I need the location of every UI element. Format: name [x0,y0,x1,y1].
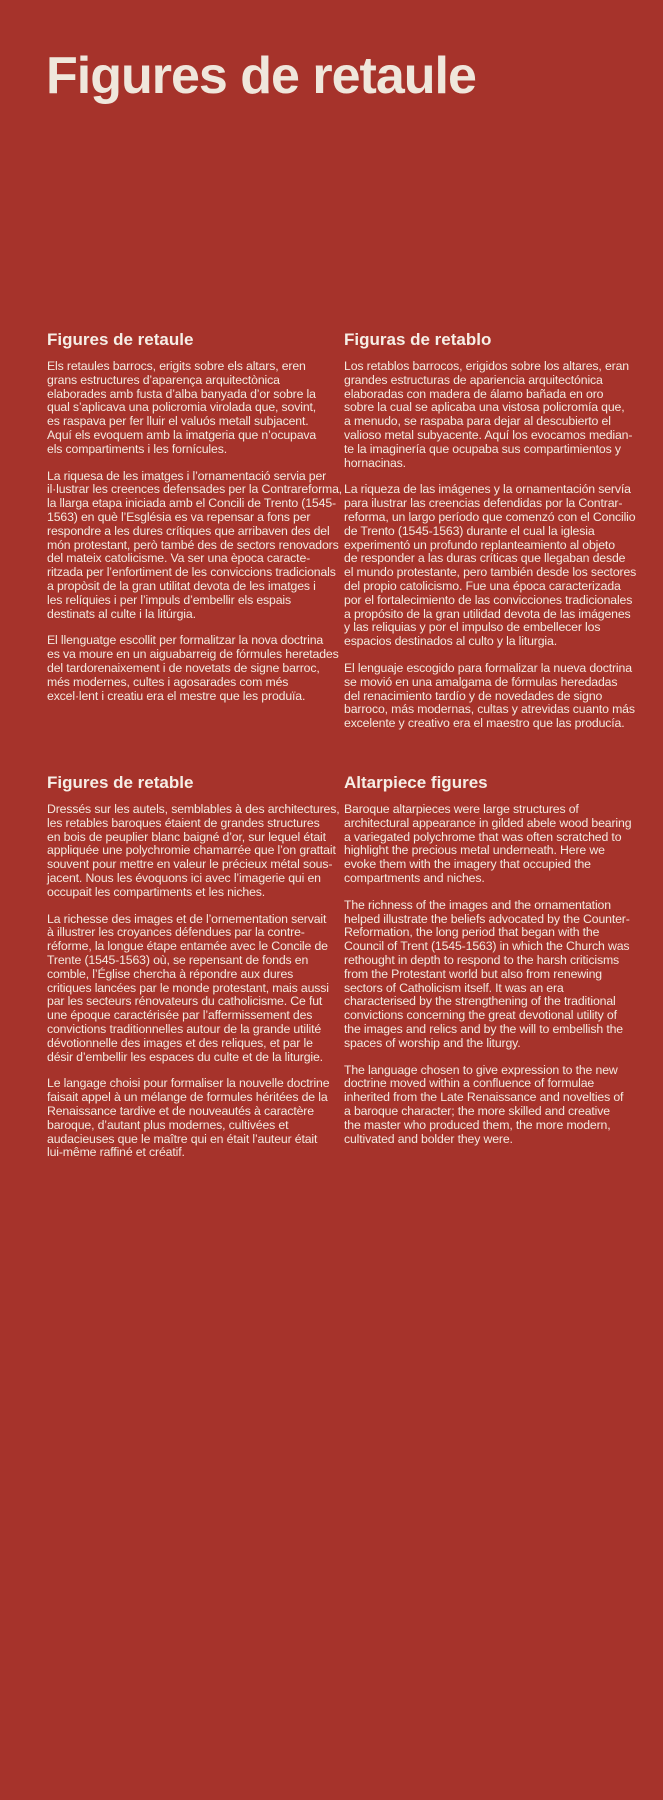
text-line: Aquí els evoquem amb la imatgeria que n’ocupava [47,427,317,442]
text-line: ritzada per l’enfortiment de les conviccions tradicionals [47,565,336,580]
text-line: souvent pour mettre en valeur le précieux métal sous- [47,857,333,872]
text-line: grandes estructuras de apariencia arquitectónica [344,372,603,387]
text-line: Dressés sur les autels, semblables à des architectures, [47,802,340,816]
text-line: les relíquies i per l’impuls d’embellir els espais [47,592,292,607]
text-line: Baroque altarpieces were large structures of [344,802,579,816]
text-line: The richness of the images and the ornamentation [344,897,611,912]
text-line: para ilustrar las creencias defendidas por la Contrar- [344,496,623,511]
text-line: es raspava per fer lluir el valuós metall subjacent. [47,414,309,429]
text-line: convictions traditionnelles autour de la grande utilité [47,1021,322,1036]
text-line: qual s’aplicava una policromia virolada que, sovint, [47,400,317,415]
text-line: El llenguatge escollit per formalitzar la nova doctrina [47,633,324,648]
text-line: a variegated polychrome that was often scratched to [344,829,622,844]
text-line: barroco, más modernas, cultas y atrevidas cuanto más [344,702,635,717]
text-line: a baroque character; the more skilled and creative [344,1103,610,1118]
paragraph [344,662,644,731]
paragraph [344,899,644,1051]
text-line: faisait appel à un mélange de formules héritées de la [47,1090,328,1105]
text-line: Reformation, the long period that began with the [344,925,600,940]
section-spanish [344,330,644,744]
text-line: une époque caractérisée par l’affermissement des [47,1008,313,1023]
text-line: evoke them with the imagery that occupied the [344,857,591,872]
text-line: lui-même raffiné et créatif. [47,1145,185,1160]
text-line: compartments and niches. [344,870,485,885]
text-line: excelente y creativo era el maestro que las producía. [344,716,625,731]
text-line: jacent. Nous les évoquons ici avec l’imagerie qui en [47,870,321,885]
text-line: Els retaules barrocs, erigits sobre els altars, eren [47,359,306,373]
text-line: from the Protestant world but also from renewing [344,966,602,981]
paragraph [47,470,347,622]
text-line: critiques lancées par le monde protestant, mais aussi [47,980,329,995]
text-line: del mateix catolicisme. Va ser una època caracte- [47,551,311,566]
text-line: se movió en una amalgama de fórmulas heredadas [344,674,618,689]
paragraph [47,803,347,900]
text-line: en bois de peuplier blanc baigné d’or, sur lequel était [47,829,326,844]
paragraph [47,634,347,703]
text-line: spaces of worship and the liturgy. [344,1035,521,1050]
text-line: convictions concerning the great devotional utility of [344,1008,617,1023]
text-line: El lenguaje escogido para formalizar la nueva doctrina [344,660,632,675]
text-line: es va moure en un aiguabarreig de fórmules heretades [47,647,339,662]
text-line: del propio catolicismo. Fue una época caracterizada [344,578,621,593]
text-line: the master who produced them, the more modern, [344,1117,611,1132]
text-line: Los retablos barrocos, erigidos sobre los altares, eran [344,359,629,373]
text-line: elaboradas con madera de álamo bañada en oro [344,386,604,401]
text-line: excel·lent i creatiu era el mestre que les produïa. [47,688,306,703]
text-line: baroque, d’autant plus modernes, cultivées et [47,1117,289,1132]
text-line: a propósito de la gran utilidad devota de las imágenes [344,606,631,621]
text-line: il·lustrar les creences defensades per la Contrareforma, [47,482,343,497]
text-line: valioso metal subyacente. Aquí los evocamos median- [344,427,633,442]
text-line: món protestant, però també des de sectors renovadors [47,537,339,552]
section-english [344,773,644,1159]
text-line: el mundo protestante, pero también desde los sectores [344,565,637,580]
text-line: La riquesa de les imatges i l’ornamentació servia per [47,468,327,483]
text-line: de Trento (1545-1563) durante el cual la iglesia [344,523,595,538]
text-line: experimentó un profundo replanteamiento al objeto [344,537,615,552]
text-line: dévotionnelle des images et des reliques, et par le [47,1035,313,1050]
text-line: occupait les compartiments et les niches. [47,884,266,899]
section-french [47,773,347,1173]
text-line: espacios destinados al culto y la liturgia. [344,634,557,649]
text-line: highlight the precious metal underneath. Here we [344,843,605,858]
text-line: te la imaginería que ocupaba sus compartimientos y [344,441,621,456]
text-line: The language chosen to give expression to the new [344,1062,618,1077]
text-line: y las reliquias y por el impulso de embellecer los [344,620,601,635]
text-line: respondre a les dures crítiques que arribaven des del [47,523,330,538]
text-line: els compartiments i les fornícules. [47,441,227,456]
text-line: La richesse des images et de l’ornementation servait [47,911,327,926]
text-line: Trente (1545-1563) où, se repensant de fonds en [47,952,309,967]
paragraph [344,803,644,886]
section-heading: Figures de retaule [47,330,194,349]
text-line: inherited from the Late Renaissance and novelties of [344,1090,624,1105]
paragraph [47,360,347,457]
paragraph [344,360,644,470]
page-title: Figures de retaule [46,47,476,105]
text-line: del renacimiento tardío y de novedades de signo [344,688,603,703]
text-line: destinats al culte i la litúrgia. [47,606,196,621]
text-line: helped illustrate the beliefs advocated by the Counter- [344,911,630,926]
section-heading: Altarpiece figures [344,773,488,792]
text-line: appliquée une polychromie chamarrée que l’on grattait [47,843,336,858]
text-line: architectural appearance in gilded abele wood bearing [344,815,632,830]
text-line: 1563) en què l’Església es va repensar a fons per [47,509,311,524]
section-heading: Figuras de retablo [344,330,492,349]
text-line: cultivated and bolder they were. [344,1131,513,1146]
text-line: hornacinas. [344,455,406,470]
text-line: the images and relics and by the will to embellish the [344,1021,623,1036]
text-line: reforma, un largo período que comenzó con el Concilio [344,509,636,524]
text-line: désir d’embellir les espaces du culte et de la liturgie. [47,1049,323,1064]
text-line: La riqueza de las imágenes y la ornamentación servía [344,482,631,497]
text-line: elaborades amb fusta d’alba banyada d’or sobre la [47,386,316,401]
section-heading: Figures de retable [47,773,194,792]
paragraph [47,913,347,1065]
text-line: sectors of Catholicism itself. It was an era [344,980,564,995]
text-line: a menudo, se raspaba para dejar al descubierto el [344,414,611,429]
text-line: Le langage choisi pour formaliser la nouvelle doctrine [47,1076,330,1091]
section-catalan [47,330,347,716]
text-line: por el fortalecimiento de las convicciones tradicionales [344,592,633,607]
paragraph [47,1077,347,1160]
text-line: comble, l’Église chercha à répondre aux dures [47,966,294,981]
text-line: audacieuses que le maître qui en était l’auteur était [47,1131,318,1146]
text-line: del tardorenaixement i de novetats de signe barroc, [47,660,320,675]
text-line: la llarga etapa iniciada amb el Concili de Trento (1545- [47,496,336,511]
text-line: grans estructures d’aparença arquitectònica [47,372,280,387]
paragraph [344,1064,644,1147]
text-line: Renaissance tardive et de nouveautés à caractère [47,1103,314,1118]
paragraph [344,483,644,649]
text-line: més modernes, cultes i agosarades com més [47,674,289,689]
text-line: réforme, la longue étape entamée avec le Concile de [47,939,328,954]
text-line: doctrine moved within a confluence of formulae [344,1076,595,1091]
text-line: par les secteurs rénovateurs du catholicisme. Ce fut [47,994,323,1009]
text-line: a propòsit de la gran utilitat devota de les imatges i [47,578,316,593]
text-line: rethought in depth to respond to the harsh criticisms [344,952,620,967]
text-line: Council of Trent (1545-1563) in which the Church was [344,939,630,954]
text-line: sobre la cual se aplicaba una vistosa policromía que, [344,400,625,415]
text-line: characterised by the strengthening of the traditional [344,994,616,1009]
text-line: de responder a las duras críticas que llegaban desde [344,551,626,566]
text-line: à illustrer les croyances défendues par la contre- [47,925,305,940]
text-line: les retables baroques étaient de grandes structures [47,815,320,830]
